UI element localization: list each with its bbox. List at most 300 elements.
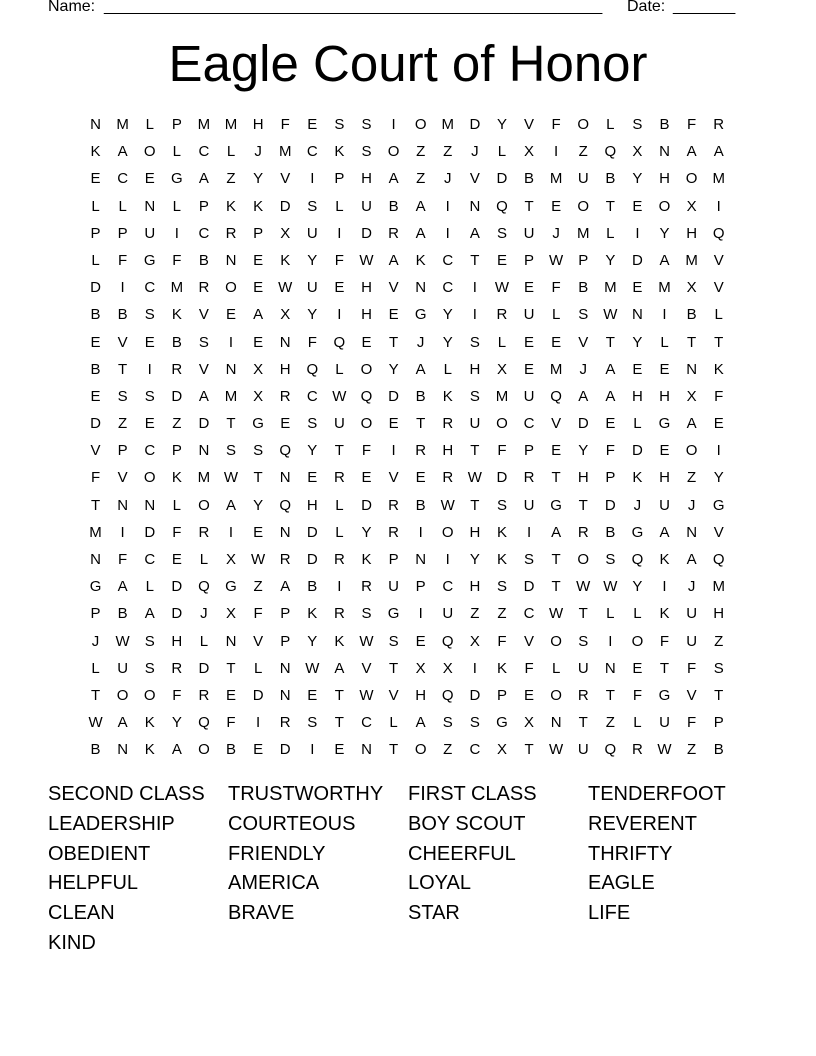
grid-letter[interactable]: O [414, 116, 427, 133]
grid-letter[interactable]: H [306, 496, 318, 514]
grid-letter[interactable]: V [90, 442, 101, 460]
grid-letter[interactable]: L [91, 197, 100, 215]
grid-letter[interactable]: N [117, 496, 129, 514]
grid-letter[interactable]: B [90, 360, 101, 378]
grid-letter[interactable]: G [170, 170, 183, 188]
grid-letter[interactable]: W [251, 551, 266, 568]
grid-letter[interactable]: U [388, 578, 399, 596]
grid-letter[interactable]: I [608, 632, 613, 650]
grid-letter[interactable]: N [225, 360, 237, 378]
grid-letter[interactable]: F [687, 116, 697, 133]
grid-letter[interactable]: U [577, 170, 589, 188]
grid-letter[interactable]: U [523, 224, 535, 242]
grid-letter[interactable]: Y [632, 170, 643, 188]
grid-letter[interactable]: P [496, 686, 507, 704]
grid-letter[interactable]: L [199, 551, 209, 568]
grid-letter[interactable]: J [416, 333, 425, 351]
grid-letter[interactable]: E [388, 415, 399, 433]
grid-letter[interactable]: W [88, 714, 103, 732]
grid-letter[interactable]: L [145, 578, 154, 596]
grid-letter[interactable]: R [333, 605, 345, 623]
grid-letter[interactable]: A [415, 360, 426, 378]
grid-letter[interactable]: E [415, 632, 426, 650]
grid-letter[interactable]: F [714, 387, 724, 405]
grid-letter[interactable]: F [90, 469, 101, 487]
grid-letter[interactable]: D [361, 224, 372, 242]
grid-letter[interactable]: N [469, 197, 481, 215]
grid-letter[interactable]: N [279, 686, 291, 704]
grid-letter[interactable]: F [307, 333, 317, 351]
grid-letter[interactable]: U [117, 659, 129, 677]
grid-letter[interactable]: Q [712, 551, 725, 568]
grid-letter[interactable]: V [117, 469, 128, 487]
grid-letter[interactable]: O [116, 686, 129, 704]
grid-letter[interactable]: E [632, 659, 643, 677]
grid-letter[interactable]: V [524, 116, 535, 133]
grid-letter[interactable]: S [469, 387, 480, 405]
grid-letter[interactable]: Z [416, 143, 426, 161]
grid-letter[interactable]: Y [605, 251, 616, 269]
grid-letter[interactable]: T [578, 605, 588, 623]
grid-letter[interactable]: X [469, 632, 480, 650]
grid-letter[interactable]: K [334, 632, 345, 650]
grid-letter[interactable]: N [144, 496, 156, 514]
grid-letter[interactable]: U [144, 224, 156, 242]
grid-letter[interactable]: Q [550, 387, 562, 405]
grid-letter[interactable]: L [714, 306, 723, 324]
grid-letter[interactable]: D [388, 387, 399, 405]
grid-letter[interactable]: L [551, 659, 561, 677]
grid-letter[interactable]: V [198, 306, 209, 324]
grid-letter[interactable]: B [226, 741, 237, 759]
grid-letter[interactable]: C [442, 251, 454, 269]
grid-letter[interactable]: V [713, 279, 724, 297]
grid-letter[interactable]: E [524, 360, 535, 378]
grid-letter[interactable]: Q [604, 143, 617, 161]
grid-letter[interactable]: T [470, 251, 480, 269]
grid-letter[interactable]: T [470, 496, 480, 514]
grid-letter[interactable]: U [523, 306, 535, 324]
grid-letter[interactable]: C [117, 170, 129, 188]
grid-letter[interactable]: C [144, 551, 156, 568]
grid-letter[interactable]: A [198, 170, 209, 188]
grid-letter[interactable]: F [118, 551, 128, 568]
grid-letter[interactable]: Q [604, 741, 617, 759]
grid-letter[interactable]: Z [714, 632, 724, 650]
grid-letter[interactable]: I [418, 523, 423, 541]
grid-letter[interactable]: P [117, 224, 128, 242]
grid-letter[interactable]: U [306, 224, 318, 242]
grid-letter[interactable]: F [687, 659, 697, 677]
grid-letter[interactable]: F [632, 686, 642, 704]
grid-letter[interactable]: F [361, 442, 372, 460]
grid-letter[interactable]: B [524, 170, 535, 188]
grid-letter[interactable]: W [359, 686, 374, 704]
grid-letter[interactable]: O [198, 741, 210, 759]
grid-letter[interactable]: D [279, 741, 291, 759]
grid-letter[interactable]: E [659, 442, 670, 460]
grid-letter[interactable]: S [496, 578, 507, 596]
grid-letter[interactable]: R [415, 442, 427, 460]
grid-letter[interactable]: E [551, 333, 562, 351]
grid-letter[interactable]: I [662, 306, 667, 324]
grid-letter[interactable]: X [524, 143, 535, 161]
grid-letter[interactable]: M [685, 251, 698, 269]
grid-letter[interactable]: X [524, 714, 535, 732]
grid-letter[interactable]: I [391, 442, 396, 460]
grid-letter[interactable]: M [224, 387, 238, 405]
grid-letter[interactable]: X [253, 387, 264, 405]
grid-letter[interactable]: B [90, 306, 101, 324]
grid-letter[interactable]: K [334, 143, 345, 161]
grid-letter[interactable]: P [388, 551, 399, 568]
grid-letter[interactable]: I [337, 306, 342, 324]
grid-letter[interactable]: D [198, 659, 210, 677]
grid-letter[interactable]: W [223, 469, 239, 487]
grid-letter[interactable]: I [472, 306, 477, 324]
grid-letter[interactable]: V [469, 170, 480, 188]
grid-letter[interactable]: U [442, 605, 454, 623]
grid-letter[interactable]: A [605, 387, 616, 405]
grid-letter[interactable]: T [334, 714, 344, 732]
grid-letter[interactable]: H [361, 306, 372, 324]
grid-letter[interactable]: A [198, 387, 209, 405]
grid-letter[interactable]: C [361, 714, 372, 732]
grid-letter[interactable]: F [280, 116, 290, 133]
grid-letter[interactable]: K [307, 605, 318, 623]
grid-letter[interactable]: T [714, 333, 724, 351]
grid-letter[interactable]: X [280, 306, 291, 324]
grid-letter[interactable]: S [713, 659, 724, 677]
grid-letter[interactable]: H [659, 469, 670, 487]
grid-letter[interactable]: F [551, 279, 561, 297]
grid-letter[interactable]: A [280, 578, 291, 596]
grid-letter[interactable]: Y [307, 251, 318, 269]
grid-letter[interactable]: V [280, 170, 291, 188]
grid-letter[interactable]: Y [307, 306, 318, 324]
grid-letter[interactable]: R [388, 224, 399, 242]
grid-letter[interactable]: N [225, 251, 237, 269]
grid-letter[interactable]: X [496, 360, 507, 378]
grid-letter[interactable]: G [414, 306, 427, 324]
grid-letter[interactable]: J [254, 143, 262, 161]
grid-letter[interactable]: V [551, 415, 562, 433]
grid-letter[interactable]: I [391, 116, 396, 133]
grid-letter[interactable]: X [253, 360, 264, 378]
grid-letter[interactable]: U [333, 415, 345, 433]
grid-letter[interactable]: H [361, 170, 372, 188]
grid-letter[interactable]: Y [388, 360, 399, 378]
grid-letter[interactable]: M [495, 387, 509, 405]
date-field[interactable]: _______ [673, 0, 736, 15]
grid-letter[interactable]: P [524, 442, 535, 460]
grid-letter[interactable]: H [279, 360, 291, 378]
grid-letter[interactable]: B [388, 197, 399, 215]
grid-letter[interactable]: B [117, 605, 128, 623]
grid-letter[interactable]: S [632, 116, 643, 133]
grid-letter[interactable]: H [577, 469, 589, 487]
grid-letter[interactable]: Q [333, 333, 346, 351]
grid-letter[interactable]: R [279, 387, 291, 405]
grid-letter[interactable]: I [228, 333, 234, 351]
grid-letter[interactable]: I [174, 224, 179, 242]
grid-letter[interactable]: D [279, 197, 291, 215]
grid-letter[interactable]: T [388, 659, 399, 677]
grid-letter[interactable]: D [496, 170, 508, 188]
grid-letter[interactable]: Y [578, 442, 589, 460]
grid-letter[interactable]: A [117, 578, 128, 596]
grid-letter[interactable]: N [198, 442, 210, 460]
grid-letter[interactable]: E [144, 415, 155, 433]
grid-letter[interactable]: R [279, 551, 291, 568]
grid-letter[interactable]: W [467, 469, 482, 487]
grid-letter[interactable]: S [307, 714, 318, 732]
grid-letter[interactable]: L [335, 523, 344, 541]
grid-letter[interactable]: Z [605, 714, 615, 732]
grid-letter[interactable]: I [554, 143, 559, 161]
grid-letter[interactable]: E [388, 306, 399, 324]
grid-letter[interactable]: O [685, 442, 698, 460]
grid-letter[interactable]: K [253, 197, 264, 215]
grid-letter[interactable]: W [603, 578, 618, 596]
grid-letter[interactable]: H [442, 442, 454, 460]
grid-letter[interactable]: G [387, 605, 400, 623]
grid-letter[interactable]: U [577, 659, 589, 677]
grid-letter[interactable]: D [198, 415, 210, 433]
grid-letter[interactable]: E [307, 469, 318, 487]
grid-letter[interactable]: Z [578, 143, 588, 161]
grid-letter[interactable]: E [334, 279, 345, 297]
grid-letter[interactable]: R [442, 469, 454, 487]
grid-letter[interactable]: R [388, 496, 399, 514]
grid-letter[interactable]: T [334, 442, 344, 460]
grid-letter[interactable]: M [712, 578, 725, 596]
grid-letter[interactable]: Y [496, 116, 507, 133]
grid-letter[interactable]: R [577, 523, 589, 541]
grid-letter[interactable]: E [253, 333, 264, 351]
grid-letter[interactable]: P [90, 605, 101, 623]
grid-letter[interactable]: V [686, 686, 697, 704]
grid-letter[interactable]: W [359, 251, 374, 269]
grid-letter[interactable]: S [388, 632, 399, 650]
grid-letter[interactable]: N [279, 469, 291, 487]
grid-letter[interactable]: F [226, 714, 236, 732]
grid-letter[interactable]: Q [441, 632, 454, 650]
grid-letter[interactable]: V [524, 632, 535, 650]
grid-letter[interactable]: N [632, 306, 643, 324]
grid-letter[interactable]: W [603, 306, 618, 324]
grid-letter[interactable]: E [551, 442, 562, 460]
grid-letter[interactable]: I [310, 170, 315, 188]
grid-letter[interactable]: D [469, 116, 481, 133]
grid-letter[interactable]: L [172, 496, 181, 514]
grid-letter[interactable]: C [144, 279, 156, 297]
grid-letter[interactable]: M [658, 279, 671, 297]
grid-letter[interactable]: E [524, 686, 535, 704]
grid-letter[interactable]: H [713, 605, 725, 623]
grid-letter[interactable]: G [712, 496, 725, 514]
grid-letter[interactable]: Z [687, 741, 697, 759]
grid-letter[interactable]: K [496, 551, 507, 568]
grid-letter[interactable]: M [549, 170, 563, 188]
grid-letter[interactable]: E [334, 741, 345, 759]
grid-letter[interactable]: N [659, 143, 670, 161]
grid-letter[interactable]: T [90, 496, 101, 514]
grid-letter[interactable]: K [280, 251, 291, 269]
grid-letter[interactable]: J [579, 360, 587, 378]
grid-letter[interactable]: A [117, 143, 128, 161]
grid-letter[interactable]: M [549, 360, 563, 378]
grid-letter[interactable]: Q [279, 442, 292, 460]
grid-letter[interactable]: I [662, 578, 667, 596]
grid-letter[interactable]: O [577, 197, 590, 215]
grid-letter[interactable]: A [659, 251, 670, 269]
grid-letter[interactable]: H [469, 523, 481, 541]
grid-letter[interactable]: I [147, 360, 152, 378]
grid-letter[interactable]: O [441, 523, 454, 541]
grid-letter[interactable]: W [549, 741, 564, 759]
grid-letter[interactable]: P [280, 605, 291, 623]
grid-letter[interactable]: E [361, 469, 372, 487]
grid-letter[interactable]: I [256, 714, 261, 732]
grid-letter[interactable]: O [550, 686, 562, 704]
grid-letter[interactable]: N [415, 551, 427, 568]
grid-letter[interactable]: Q [441, 686, 454, 704]
grid-letter[interactable]: S [496, 496, 507, 514]
grid-letter[interactable]: Z [470, 605, 480, 623]
grid-letter[interactable]: L [633, 415, 642, 433]
grid-letter[interactable]: B [686, 306, 697, 324]
grid-letter[interactable]: U [306, 279, 318, 297]
grid-letter[interactable]: H [171, 632, 183, 650]
grid-letter[interactable]: M [712, 170, 725, 188]
grid-letter[interactable]: L [606, 224, 615, 242]
grid-letter[interactable]: F [659, 632, 670, 650]
grid-letter[interactable]: A [415, 197, 426, 215]
grid-letter[interactable]: N [279, 523, 291, 541]
grid-letter[interactable]: X [686, 387, 697, 405]
grid-letter[interactable]: T [253, 469, 263, 487]
grid-letter[interactable]: T [470, 442, 480, 460]
grid-letter[interactable]: B [713, 741, 724, 759]
grid-letter[interactable]: S [144, 387, 155, 405]
grid-letter[interactable]: R [333, 551, 345, 568]
grid-letter[interactable]: L [145, 116, 154, 133]
grid-letter[interactable]: Z [226, 170, 236, 188]
grid-letter[interactable]: T [416, 415, 426, 433]
grid-letter[interactable]: K [144, 741, 155, 759]
grid-letter[interactable]: C [306, 387, 318, 405]
grid-letter[interactable]: E [280, 415, 291, 433]
grid-letter[interactable]: A [605, 360, 616, 378]
grid-letter[interactable]: L [497, 333, 507, 351]
grid-letter[interactable]: L [606, 116, 615, 133]
grid-letter[interactable]: T [605, 333, 615, 351]
grid-letter[interactable]: A [415, 224, 426, 242]
grid-letter[interactable]: Y [307, 442, 318, 460]
grid-letter[interactable]: N [90, 551, 101, 568]
grid-letter[interactable]: C [523, 415, 535, 433]
grid-letter[interactable]: A [469, 224, 480, 242]
grid-letter[interactable]: D [523, 578, 535, 596]
grid-letter[interactable]: R [577, 686, 589, 704]
grid-letter[interactable]: O [414, 741, 427, 759]
grid-letter[interactable]: E [524, 333, 535, 351]
grid-letter[interactable]: B [117, 306, 128, 324]
grid-letter[interactable]: V [713, 523, 724, 541]
grid-letter[interactable]: R [171, 360, 183, 378]
grid-letter[interactable]: W [278, 279, 293, 297]
grid-letter[interactable]: A [686, 415, 697, 433]
grid-letter[interactable]: N [604, 659, 616, 677]
grid-letter[interactable]: C [144, 442, 156, 460]
grid-letter[interactable]: N [415, 279, 427, 297]
grid-letter[interactable]: U [686, 605, 698, 623]
grid-letter[interactable]: K [171, 306, 182, 324]
grid-letter[interactable]: S [605, 551, 616, 568]
grid-letter[interactable]: P [171, 116, 182, 133]
grid-letter[interactable]: E [659, 360, 670, 378]
grid-letter[interactable]: I [418, 605, 423, 623]
grid-letter[interactable]: P [253, 224, 264, 242]
grid-letter[interactable]: I [445, 197, 450, 215]
grid-letter[interactable]: C [198, 224, 210, 242]
grid-letter[interactable]: S [307, 197, 318, 215]
grid-letter[interactable]: S [361, 605, 372, 623]
grid-letter[interactable]: A [117, 714, 128, 732]
grid-letter[interactable]: L [91, 251, 100, 269]
grid-letter[interactable]: P [117, 442, 128, 460]
grid-letter[interactable]: Y [659, 224, 670, 242]
grid-letter[interactable]: A [388, 251, 399, 269]
grid-letter[interactable]: X [280, 224, 291, 242]
grid-letter[interactable]: S [144, 306, 155, 324]
grid-letter[interactable]: A [334, 659, 345, 677]
grid-letter[interactable]: F [551, 116, 561, 133]
grid-letter[interactable]: E [307, 686, 318, 704]
grid-letter[interactable]: R [198, 523, 210, 541]
grid-letter[interactable]: T [714, 686, 724, 704]
grid-letter[interactable]: L [497, 143, 507, 161]
grid-letter[interactable]: O [143, 469, 156, 487]
grid-letter[interactable]: Y [442, 306, 453, 324]
grid-letter[interactable]: U [469, 415, 481, 433]
grid-letter[interactable]: S [578, 306, 589, 324]
grid-letter[interactable]: J [687, 578, 696, 596]
grid-letter[interactable]: R [442, 415, 454, 433]
grid-letter[interactable]: I [228, 523, 234, 541]
grid-letter[interactable]: R [198, 686, 210, 704]
grid-letter[interactable]: T [551, 469, 561, 487]
grid-letter[interactable]: A [253, 306, 264, 324]
grid-letter[interactable]: K [659, 605, 670, 623]
grid-letter[interactable]: R [279, 714, 291, 732]
grid-letter[interactable]: M [89, 523, 102, 541]
grid-letter[interactable]: A [226, 496, 237, 514]
grid-letter[interactable]: Y [253, 496, 264, 514]
grid-letter[interactable]: P [713, 714, 724, 732]
grid-letter[interactable]: A [713, 143, 724, 161]
grid-letter[interactable]: Q [631, 551, 644, 568]
grid-letter[interactable]: F [334, 251, 344, 269]
grid-letter[interactable]: L [335, 496, 344, 514]
grid-letter[interactable]: A [144, 605, 155, 623]
grid-letter[interactable]: Q [279, 496, 292, 514]
grid-letter[interactable]: S [307, 415, 318, 433]
grid-letter[interactable]: L [172, 143, 181, 161]
grid-letter[interactable]: G [143, 251, 156, 269]
grid-letter[interactable]: U [686, 632, 698, 650]
